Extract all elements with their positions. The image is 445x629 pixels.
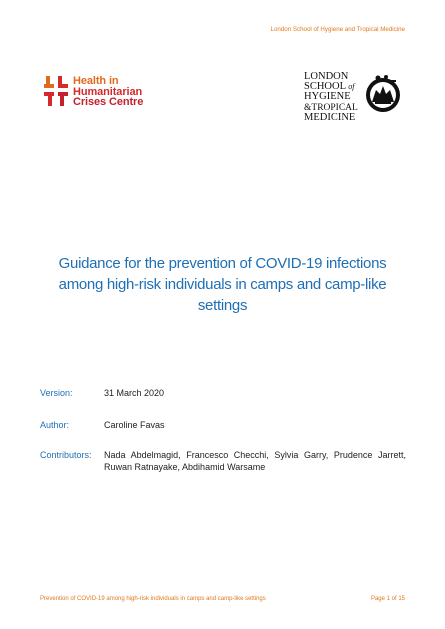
hhc-cross-icon — [44, 76, 68, 106]
document-title: Guidance for the prevention of COVID-19 infections among high-risk individuals in camps and camp-like settings — [58, 255, 387, 314]
footer-page-number: Page 1 of 15 — [370, 596, 405, 602]
version-label: Version: — [40, 388, 73, 398]
contributors-label: Contributors: — [40, 450, 92, 460]
author-row — [40, 420, 406, 432]
hhc-logo — [44, 76, 143, 108]
version-value: 31 March 2020 — [104, 388, 165, 398]
lshtm-line3: HYGIENE — [304, 91, 351, 103]
lshtm-logo — [304, 72, 402, 123]
hhc-line1: Health in — [73, 75, 119, 87]
lshtm-line5: MEDICINE — [304, 111, 356, 123]
version-row — [40, 388, 406, 400]
author-value: Caroline Favas — [104, 420, 165, 430]
hhc-wordmark — [73, 76, 143, 108]
hhc-line3: Crises Centre — [73, 96, 144, 108]
footer-title: Prevention of COVID-19 among high-risk individuals in camps and camp-like settings — [40, 596, 266, 602]
contributors-value: Nada Abdelmagid, Francesco Checchi, Sylvia Garry, Prudence Jarrett, Ruwan Ratnayake, Abdihamid Warsame — [104, 450, 406, 472]
author-label: Author: — [40, 420, 70, 430]
lshtm-line2b: of — [348, 82, 355, 92]
hhc-line2: Humanitarian — [73, 85, 143, 98]
contributors-row — [40, 450, 406, 473]
header-org: London School of Hygiene and Tropical Medicine — [270, 26, 405, 33]
lshtm-crest-icon — [364, 74, 402, 114]
lshtm-wordmark — [304, 72, 358, 123]
lshtm-line4: &TROPICAL — [304, 102, 358, 113]
lshtm-line2a: SCHOOL — [304, 81, 346, 93]
lshtm-line1: LONDON — [304, 71, 349, 82]
